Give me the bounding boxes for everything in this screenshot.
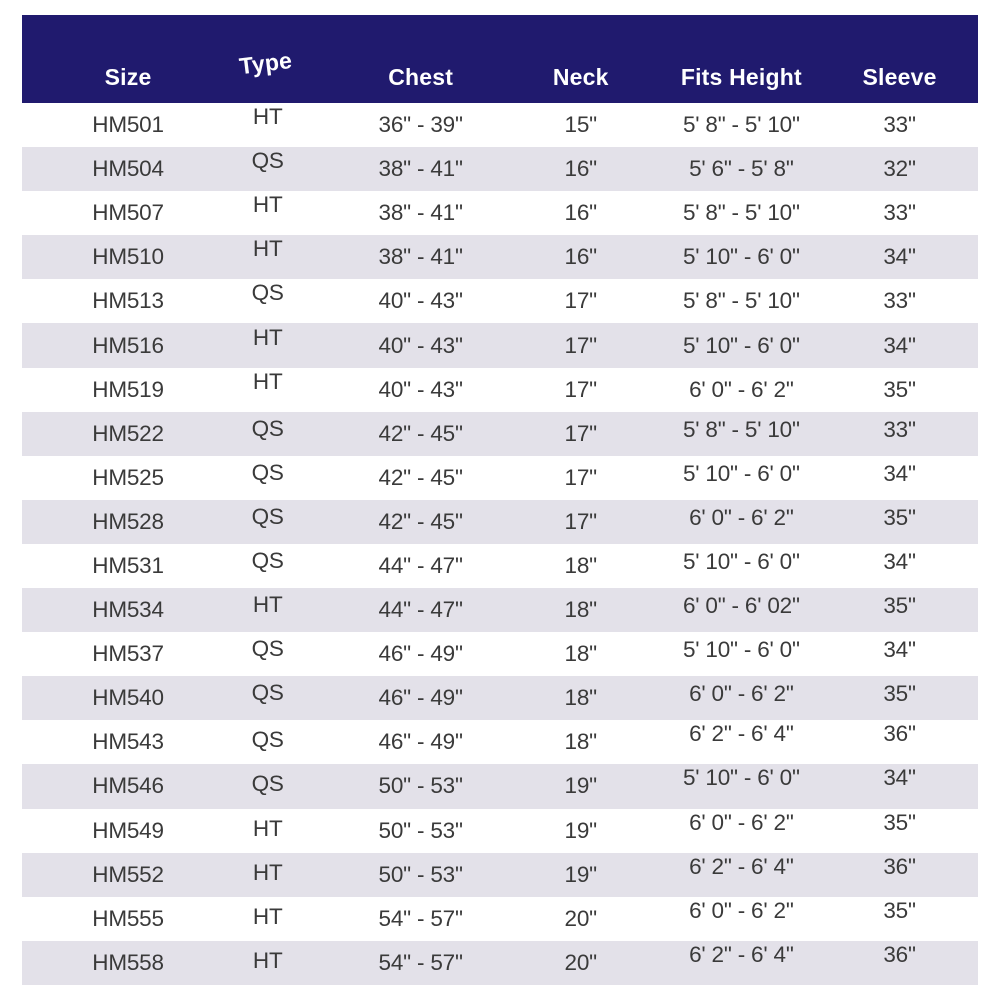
cell-fits-height: 5' 8" - 5' 10" bbox=[682, 200, 800, 226]
cell-neck: 17" bbox=[564, 420, 597, 446]
cell-chest: 38" - 41" bbox=[378, 200, 463, 226]
cell-size: HM540 bbox=[92, 685, 164, 711]
cell-sleeve: 35" bbox=[883, 376, 916, 402]
cell-type: QS bbox=[251, 148, 284, 174]
cell-size: HM504 bbox=[92, 156, 164, 182]
cell-chest: 54" - 57" bbox=[378, 949, 463, 975]
cell-size: HM510 bbox=[92, 244, 164, 270]
cell-chest: 46" - 49" bbox=[378, 685, 463, 711]
cell-sleeve: 34" bbox=[883, 637, 916, 663]
cell-type: QS bbox=[251, 459, 284, 485]
cell-size: HM537 bbox=[92, 641, 164, 667]
cell-sleeve: 35" bbox=[883, 897, 916, 923]
table-row bbox=[22, 500, 978, 544]
cell-neck: 15" bbox=[564, 112, 597, 138]
cell-sleeve: 33" bbox=[883, 416, 916, 442]
cell-size: HM519 bbox=[92, 376, 164, 402]
cell-neck: 19" bbox=[564, 773, 597, 799]
cell-type: QS bbox=[251, 503, 284, 529]
cell-size: HM525 bbox=[92, 464, 164, 490]
cell-type: HT bbox=[252, 324, 283, 350]
cell-chest: 40" - 43" bbox=[378, 288, 463, 314]
cell-size: HM513 bbox=[92, 288, 164, 314]
cell-chest: 46" - 49" bbox=[378, 641, 463, 667]
cell-chest: 38" - 41" bbox=[378, 244, 463, 270]
cell-chest: 44" - 47" bbox=[378, 552, 463, 578]
cell-size: HM528 bbox=[92, 508, 164, 534]
table-row bbox=[22, 191, 978, 235]
cell-type: QS bbox=[251, 415, 284, 441]
cell-sleeve: 34" bbox=[883, 244, 916, 270]
cell-neck: 18" bbox=[564, 685, 597, 711]
cell-chest: 44" - 47" bbox=[378, 597, 463, 623]
cell-sleeve: 33" bbox=[883, 112, 916, 138]
cell-neck: 19" bbox=[564, 817, 597, 843]
cell-fits-height: 5' 6" - 5' 8" bbox=[689, 156, 794, 182]
cell-neck: 17" bbox=[564, 464, 597, 490]
cell-neck: 18" bbox=[564, 729, 597, 755]
cell-size: HM507 bbox=[92, 200, 164, 226]
cell-neck: 17" bbox=[564, 288, 597, 314]
cell-chest: 38" - 41" bbox=[378, 156, 463, 182]
cell-neck: 18" bbox=[564, 641, 597, 667]
cell-sleeve: 35" bbox=[883, 593, 916, 619]
cell-type: QS bbox=[251, 547, 284, 573]
cell-size: HM516 bbox=[92, 332, 164, 358]
cell-type: HT bbox=[252, 104, 283, 130]
table-row bbox=[22, 941, 978, 985]
cell-fits-height: 5' 8" - 5' 10" bbox=[682, 112, 800, 138]
cell-sleeve: 33" bbox=[883, 288, 916, 314]
table-row bbox=[22, 323, 978, 367]
cell-fits-height: 5' 10" - 6' 0" bbox=[682, 548, 800, 574]
cell-size: HM552 bbox=[92, 861, 164, 887]
cell-chest: 40" - 43" bbox=[378, 376, 463, 402]
cell-sleeve: 33" bbox=[883, 200, 916, 226]
cell-size: HM549 bbox=[92, 817, 164, 843]
cell-type: QS bbox=[251, 636, 284, 662]
cell-type: HT bbox=[252, 236, 283, 262]
cell-fits-height: 6' 0" - 6' 02" bbox=[682, 593, 800, 619]
cell-size: HM531 bbox=[92, 552, 164, 578]
cell-type: HT bbox=[252, 192, 283, 218]
cell-neck: 20" bbox=[564, 905, 597, 931]
cell-chest: 50" - 53" bbox=[378, 861, 463, 887]
cell-fits-height: 6' 2" - 6' 4" bbox=[689, 941, 794, 967]
table-row bbox=[22, 103, 978, 147]
cell-neck: 16" bbox=[564, 200, 597, 226]
header-cell-sleeve bbox=[821, 64, 978, 100]
cell-size: HM543 bbox=[92, 729, 164, 755]
cell-chest: 50" - 53" bbox=[378, 773, 463, 799]
cell-neck: 16" bbox=[564, 244, 597, 270]
cell-chest: 46" - 49" bbox=[378, 729, 463, 755]
cell-chest: 36" - 39" bbox=[378, 112, 463, 138]
cell-neck: 19" bbox=[564, 861, 597, 887]
cell-chest: 42" - 45" bbox=[378, 420, 463, 446]
cell-sleeve: 35" bbox=[883, 681, 916, 707]
cell-chest: 42" - 45" bbox=[378, 508, 463, 534]
cell-sleeve: 35" bbox=[883, 504, 916, 530]
table-row bbox=[22, 412, 978, 456]
header-label-fits-height: Fits Height bbox=[680, 64, 802, 90]
cell-type: HT bbox=[252, 859, 283, 885]
header-label-type: Type bbox=[238, 46, 294, 80]
header-cell-chest bbox=[341, 64, 500, 100]
cell-chest: 50" - 53" bbox=[378, 817, 463, 843]
cell-type: HT bbox=[252, 903, 283, 929]
cell-fits-height: 5' 10" - 6' 0" bbox=[682, 637, 800, 663]
cell-type: HT bbox=[252, 592, 283, 618]
cell-size: HM522 bbox=[92, 420, 164, 446]
cell-fits-height: 6' 2" - 6' 4" bbox=[689, 721, 794, 747]
cell-chest: 40" - 43" bbox=[378, 332, 463, 358]
cell-fits-height: 6' 0" - 6' 2" bbox=[689, 809, 794, 835]
cell-chest: 42" - 45" bbox=[378, 464, 463, 490]
header-cell-neck bbox=[500, 64, 662, 100]
table-row bbox=[22, 632, 978, 676]
cell-type: HT bbox=[252, 815, 283, 841]
header-label-neck: Neck bbox=[552, 64, 609, 90]
cell-sleeve: 34" bbox=[883, 460, 916, 486]
header-cell-size bbox=[22, 64, 194, 100]
cell-type: HT bbox=[252, 947, 283, 973]
table-row bbox=[22, 235, 978, 279]
cell-sleeve: 35" bbox=[883, 809, 916, 835]
cell-fits-height: 5' 10" - 6' 0" bbox=[682, 244, 800, 270]
cell-sleeve: 32" bbox=[883, 156, 916, 182]
cell-neck: 18" bbox=[564, 552, 597, 578]
cell-sleeve: 36" bbox=[883, 941, 916, 967]
cell-size: HM546 bbox=[92, 773, 164, 799]
cell-type: QS bbox=[251, 280, 284, 306]
cell-neck: 18" bbox=[564, 597, 597, 623]
cell-fits-height: 5' 10" - 6' 0" bbox=[682, 765, 800, 791]
cell-type: QS bbox=[251, 771, 284, 797]
cell-type: HT bbox=[252, 368, 283, 394]
table-row bbox=[22, 147, 978, 191]
cell-sleeve: 34" bbox=[883, 548, 916, 574]
cell-neck: 16" bbox=[564, 156, 597, 182]
cell-fits-height: 6' 0" - 6' 2" bbox=[689, 504, 794, 530]
cell-fits-height: 5' 8" - 5' 10" bbox=[682, 416, 800, 442]
cell-sleeve: 34" bbox=[883, 765, 916, 791]
header-label-size: Size bbox=[104, 64, 152, 90]
header-label-chest: Chest bbox=[388, 64, 454, 90]
cell-neck: 17" bbox=[564, 508, 597, 534]
table-body bbox=[22, 103, 978, 985]
table-row bbox=[22, 544, 978, 588]
table-row bbox=[22, 588, 978, 632]
cell-fits-height: 5' 10" - 6' 0" bbox=[682, 332, 800, 358]
cell-neck: 17" bbox=[564, 376, 597, 402]
cell-fits-height: 6' 0" - 6' 2" bbox=[689, 897, 794, 923]
cell-type: QS bbox=[251, 680, 284, 706]
table-row bbox=[22, 368, 978, 412]
cell-size: HM555 bbox=[92, 905, 164, 931]
cell-fits-height: 6' 2" - 6' 4" bbox=[689, 853, 794, 879]
cell-sleeve: 34" bbox=[883, 332, 916, 358]
cell-size: HM558 bbox=[92, 949, 164, 975]
cell-type: QS bbox=[251, 727, 284, 753]
cell-size: HM501 bbox=[92, 112, 164, 138]
size-chart-table bbox=[22, 15, 978, 985]
cell-neck: 20" bbox=[564, 949, 597, 975]
cell-fits-height: 5' 8" - 5' 10" bbox=[682, 288, 800, 314]
table-header-row bbox=[22, 15, 978, 103]
cell-chest: 54" - 57" bbox=[378, 905, 463, 931]
cell-fits-height: 5' 10" - 6' 0" bbox=[682, 460, 800, 486]
cell-neck: 17" bbox=[564, 332, 597, 358]
cell-fits-height: 6' 0" - 6' 2" bbox=[689, 681, 794, 707]
table-row bbox=[22, 456, 978, 500]
cell-sleeve: 36" bbox=[883, 721, 916, 747]
table-row bbox=[22, 279, 978, 323]
header-label-sleeve: Sleeve bbox=[862, 64, 937, 90]
header-cell-fits-height bbox=[662, 64, 822, 100]
cell-size: HM534 bbox=[92, 597, 164, 623]
cell-sleeve: 36" bbox=[883, 853, 916, 879]
cell-fits-height: 6' 0" - 6' 2" bbox=[689, 376, 794, 402]
